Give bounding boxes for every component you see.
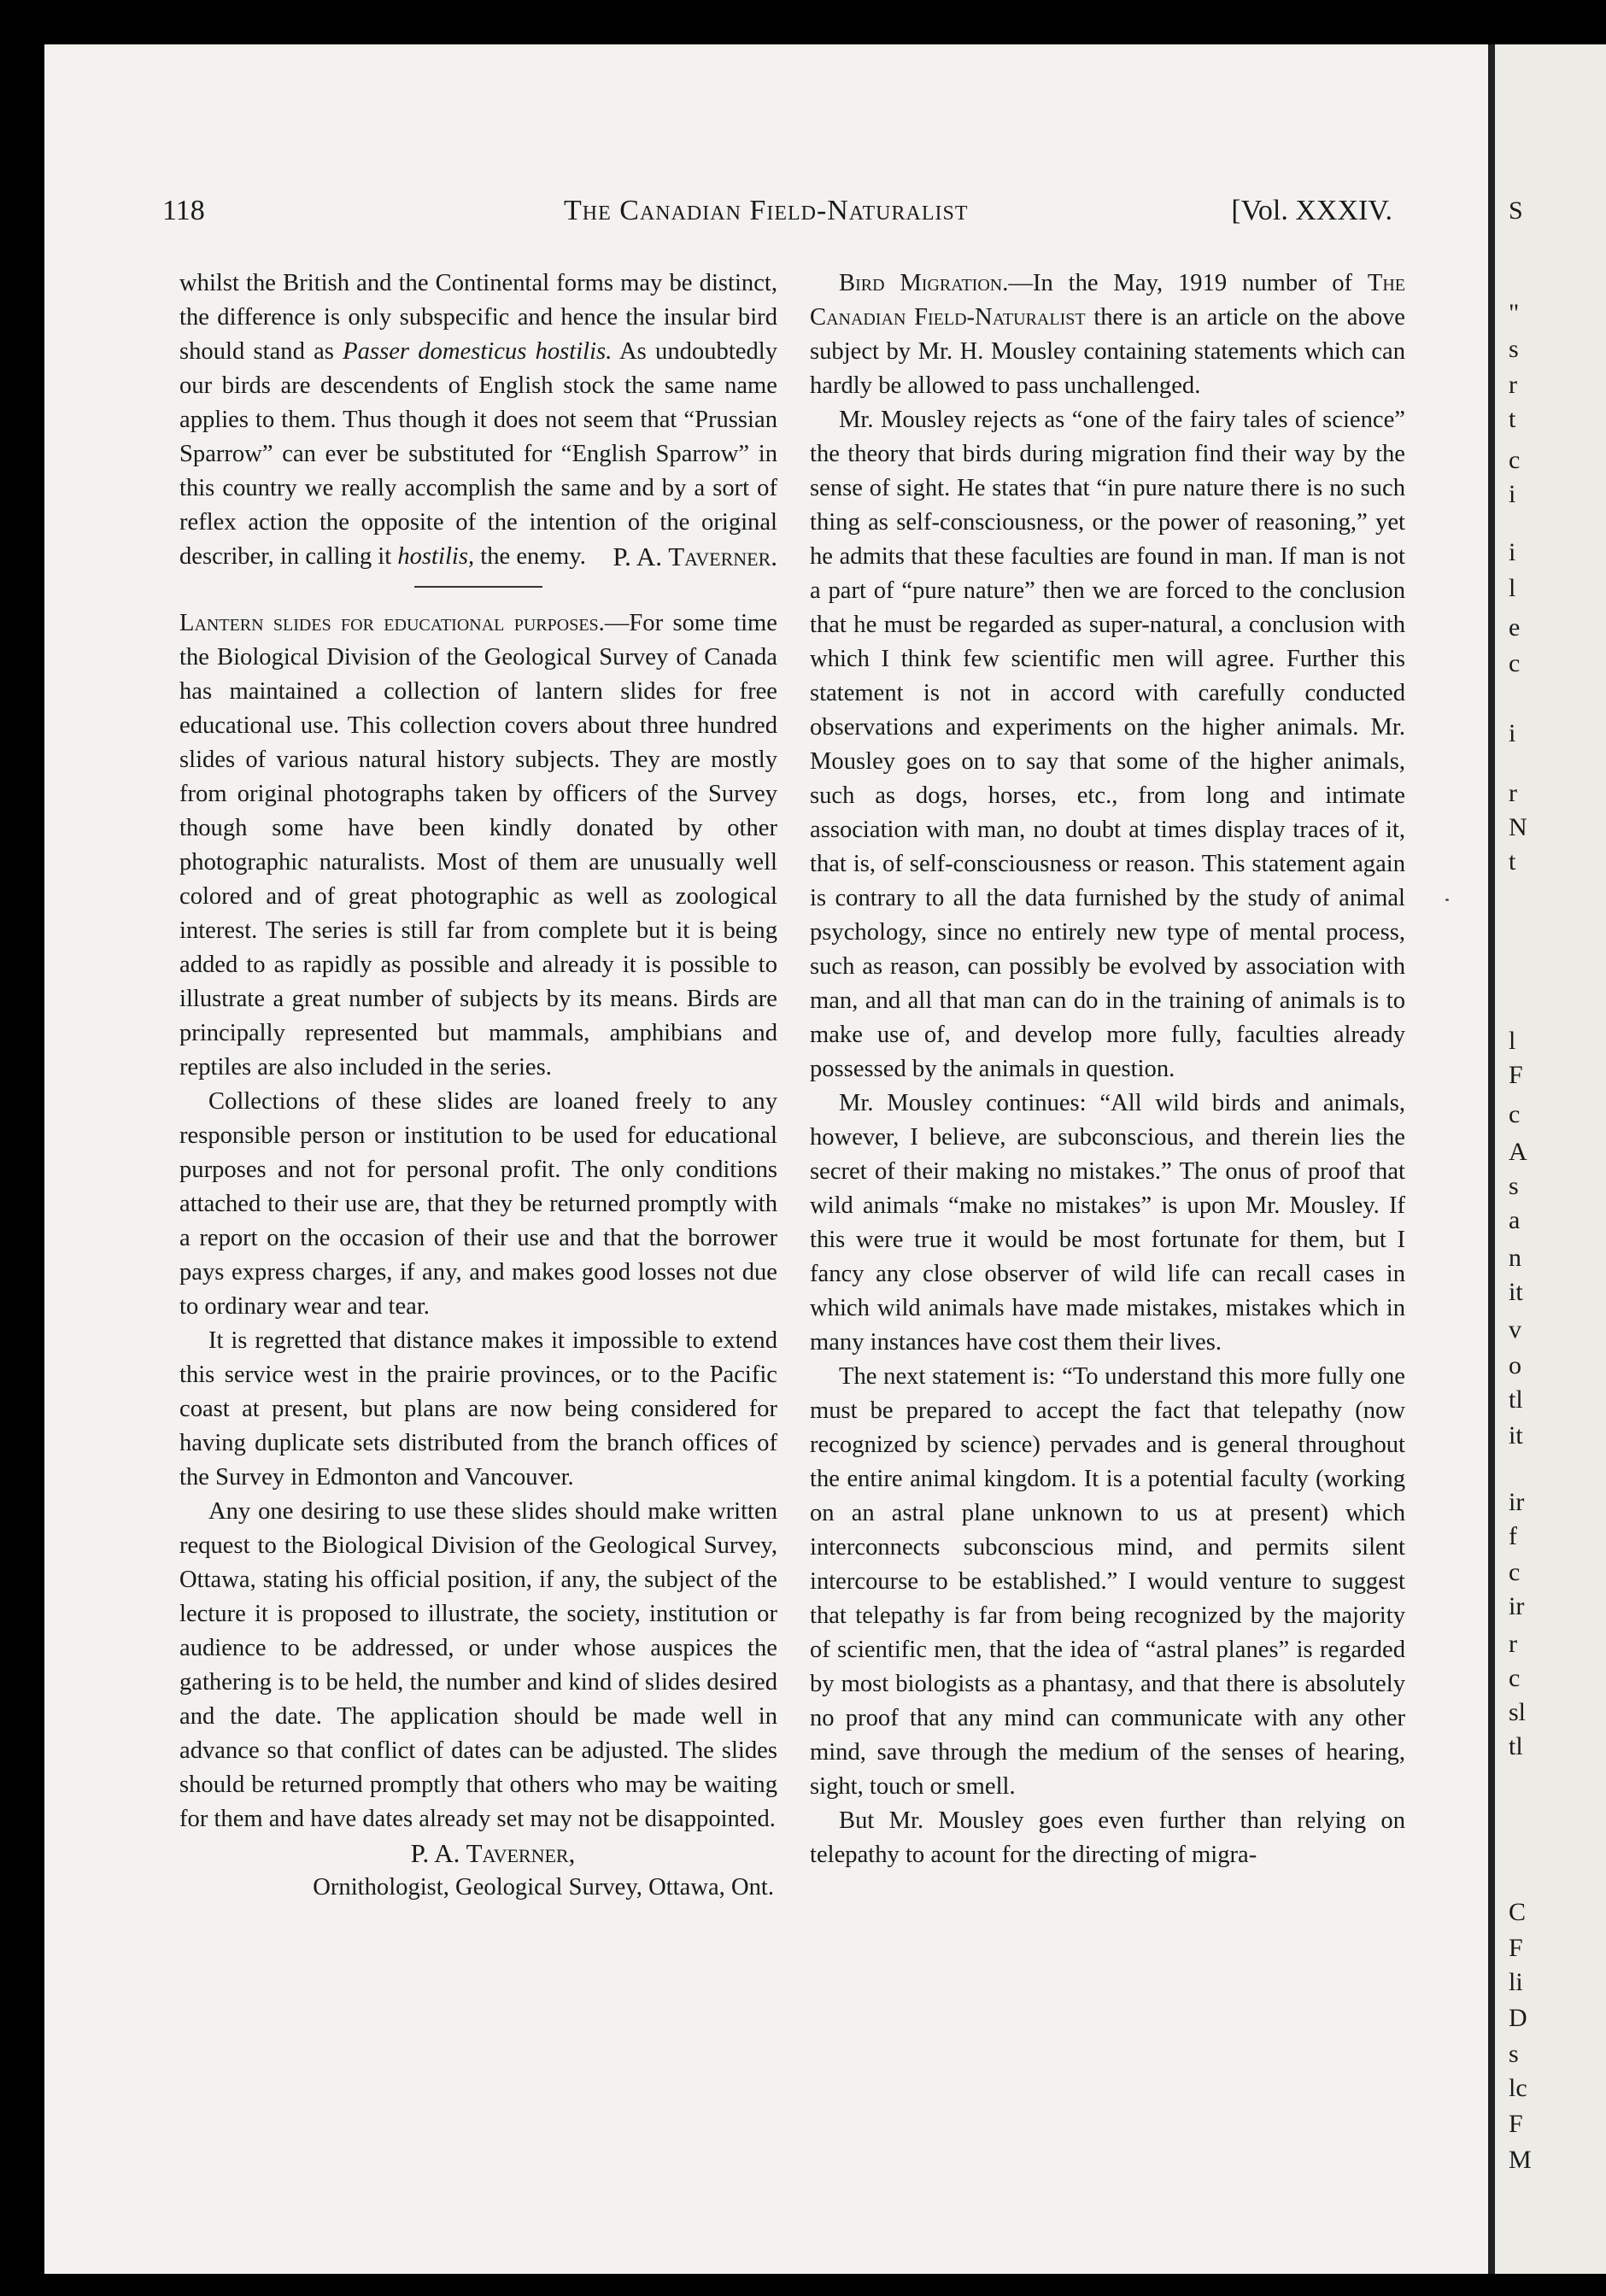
adjacent-page-fragment: F <box>1509 1934 1523 1962</box>
adjacent-page-fragment: f <box>1509 1522 1517 1550</box>
journal-reference: The Canadian Field-Naturalist <box>810 270 1405 331</box>
paragraph: Mr. Mousley continues: “All wild birds and animals, however, I believe, are subconscious, and therein lies the secret of their making no mistakes.” The onus of proof that wild animals “make no mistakes” is upon Mr. Mousley. If this were true it would be most fortunate for them, but I fancy any close observer of wild life can recall cases in which wild animals have made mistakes, mistakes which in many instances have cost them their lives. <box>810 1090 1405 1356</box>
adjacent-page-fragment: li <box>1509 1968 1523 1996</box>
adjacent-page-fragment: e <box>1509 613 1521 641</box>
adjacent-page-fragment: it <box>1509 1421 1523 1450</box>
section-heading: Lantern slides for educational purposes. <box>179 610 605 636</box>
adjacent-page-fragment: c <box>1509 649 1521 677</box>
adjacent-page-fragment: lc <box>1509 2074 1527 2102</box>
bird-migration-paragraph <box>810 266 1405 403</box>
adjacent-page-fragment: i <box>1509 719 1516 747</box>
adjacent-page-fragment: s <box>1509 335 1519 363</box>
text-run: whilst the British and the Continental forms may be distinct, the difference is only subspecific and hence the insular bird should stand as <box>179 270 777 365</box>
adjacent-page-fragment: tl <box>1509 1385 1523 1414</box>
left-column <box>179 266 777 1905</box>
adjacent-page-fragment: A <box>1509 1138 1527 1166</box>
adjacent-page-fragment: " <box>1509 299 1520 327</box>
adjacent-page-fragment: l <box>1509 574 1516 602</box>
paragraph: Mr. Mousley rejects as “one of the fairy tales of science” the theory that birds during migration find their way by the sense of sight. He states that “in pure nature there is no such thing as self-consciousness, or the power of reasoning,” yet he admits that these faculties are found in man. If man is not a part of “pure nature” then we are forced to the conclusion that he must be regarded as super-natural, a conclusion with which I think few scientific men will agree. Further this statement is not in accord with carefully conducted observations and experiments on the higher animals. Mr. Mousley goes on to say that some of the higher animals, such as dogs, horses, etc., from long and intimate association with man, no doubt at times display traces of it, that is, of self-consciousness or reason. This statement again is contrary to all the data furnished by the study of animal psychology, since no entirely new type of mental process, such as reason, can possibly be evolved by association with man, and all that man can do in the training of animals is to make use of, and develop more fully, faculties already possessed by the animals in question. <box>810 407 1405 1082</box>
adjacent-page-fragment: i <box>1509 480 1516 508</box>
adjacent-page-fragment: N <box>1509 813 1527 841</box>
adjacent-page-fragment: o <box>1509 1351 1521 1379</box>
paragraph: Any one desiring to use these slides should make written request to the Biological Division of the Geological Survey, Ottawa, stating his official position, if any, the subject of the lecture it is proposed to illustrate, the society, institution or audience to be addressed, or under whose auspices the gathering is to be held, the number and kind of slides desired and the date. The application should be made well in advance so that conflict of dates can be adjusted. The slides should be returned promptly that others who may be waiting for them and have dates already set may not be disappointed. <box>179 1498 777 1832</box>
adjacent-page-fragment: r <box>1509 779 1517 807</box>
adjacent-page-fragment: it <box>1509 1278 1523 1306</box>
lantern-slides-paragraph <box>179 606 777 1085</box>
author-signature: P. A. Taverner. <box>613 542 777 571</box>
adjacent-page-edge <box>1495 44 1606 2274</box>
adjacent-page-fragment: F <box>1509 1061 1523 1089</box>
text-run: the enemy. <box>474 543 586 570</box>
paragraph: But Mr. Mousley goes even further than relying on telepathy to acount for the directing of migra- <box>810 1807 1405 1868</box>
adjacent-page-fragment: c <box>1509 1100 1521 1128</box>
adjacent-page-fragment: ir <box>1509 1488 1525 1516</box>
adjacent-page-fragment: t <box>1509 847 1516 876</box>
text-run: —For some time the Biological Division of the Geological Survey of Canada has maintained a collection of lantern slides for free educational use. This collection covers about three hundred slides of various natural history subjects. They are mostly from original photographs taken by officers of the Survey though some have been kindly donated by other photographic naturalists. Most of them are unusually well colored and of great photographic as well as zoological interest. The series is still far from complete but it is being added to as rapidly as possible and already it is possible to illustrate a great number of subjects by its means. Birds are principally represented but mammals, amphibians and reptiles are also included in the series. <box>179 610 777 1081</box>
author-affiliation: Ornithologist, Geological Survey, Ottawa, Ont. <box>313 1874 774 1901</box>
sparrow-paragraph <box>179 266 777 574</box>
adjacent-page-fragment: s <box>1509 1172 1519 1200</box>
book-gutter <box>1488 44 1495 2274</box>
running-header <box>162 195 1392 237</box>
paper-speck <box>1445 899 1449 901</box>
species-epithet: hostilis, <box>397 543 475 570</box>
paragraph: Collections of these slides are loaned freely to any responsible person or institution to be used for educational purposes and not for personal profit. The only conditions attached to their use are, that they be returned promptly with a report on the occasion of their use and that the borrower pays express charges, if any, and makes good losses not due to ordinary wear and tear. <box>179 1088 777 1320</box>
adjacent-page-fragment: c <box>1509 1664 1521 1692</box>
adjacent-page-fragment: S <box>1509 196 1523 225</box>
adjacent-page-fragment: tl <box>1509 1732 1523 1760</box>
section-divider <box>414 586 542 588</box>
adjacent-page-fragment: ir <box>1509 1592 1525 1620</box>
text-run: —In the May, 1919 number of <box>1008 270 1368 296</box>
adjacent-page-fragment: r <box>1509 371 1517 399</box>
adjacent-page-fragment: s <box>1509 2040 1519 2068</box>
page-number: 118 <box>162 195 205 226</box>
adjacent-page-fragment: c <box>1509 446 1521 474</box>
species-name: Passer domesticus hostilis. <box>343 338 613 365</box>
adjacent-page-fragment: v <box>1509 1315 1521 1344</box>
adjacent-page-fragment: D <box>1509 2004 1527 2032</box>
adjacent-page-fragment: M <box>1509 2146 1532 2174</box>
adjacent-page-fragment: sl <box>1509 1698 1527 1726</box>
text-run: As undoubtedly our birds are descendents of English stock the same name applies to them. Thus though it does not seem that “Prussian Sparrow” can ever be substituted for “English Sparrow” in this country we really accomplish the same and by a sort of reflex action the opposite of the intention of the original describer, in calling it <box>179 338 777 570</box>
adjacent-page-fragment: c <box>1509 1558 1521 1586</box>
adjacent-page-fragment: l <box>1509 1027 1516 1055</box>
author-signature: P. A. Taverner, <box>410 1838 576 1868</box>
adjacent-page-fragment: t <box>1509 405 1516 433</box>
section-heading: Bird Migration. <box>839 270 1009 296</box>
adjacent-page-fragment: a <box>1509 1206 1521 1234</box>
volume-label: [Vol. XXXIV. <box>1231 195 1392 226</box>
adjacent-page-fragment: F <box>1509 2110 1523 2138</box>
adjacent-page-fragment: r <box>1509 1630 1517 1658</box>
adjacent-page-fragment: C <box>1509 1898 1527 1926</box>
text-run: there is an article on the above subject by Mr. H. Mousley containing statements which can hardly be allowed to pass unchallenged. <box>810 304 1405 399</box>
paragraph: It is regretted that distance makes it impossible to extend this service west in the prairie provinces, or to the Pacific coast at present, but plans are now being considered for having duplicate sets distributed from the branch offices of the Survey in Edmonton and Vancouver. <box>179 1327 777 1491</box>
paragraph: The next statement is: “To understand this more fully one must be prepared to accept the fact that telepathy (now recognized by science) pervades and is general throughout the entire animal kingdom. It is a potential faculty (working on an astral plane unknown to us at present) which interconnects subconscious mind, and permits silent intercourse to be established.” I would venture to suggest that telepathy is far from being recognized by the majority of scientific men, that the idea of “astral planes” is regarded by most biologists as a phantasy, and that there is absolutely no proof that any mind can communicate with any other mind, save through the medium of the senses of hearing, sight, touch or smell. <box>810 1363 1405 1800</box>
journal-title: The Canadian Field-Naturalist <box>564 195 969 226</box>
adjacent-page-fragment: i <box>1509 538 1516 566</box>
right-column <box>810 266 1405 1872</box>
adjacent-page-fragment: n <box>1509 1244 1521 1272</box>
